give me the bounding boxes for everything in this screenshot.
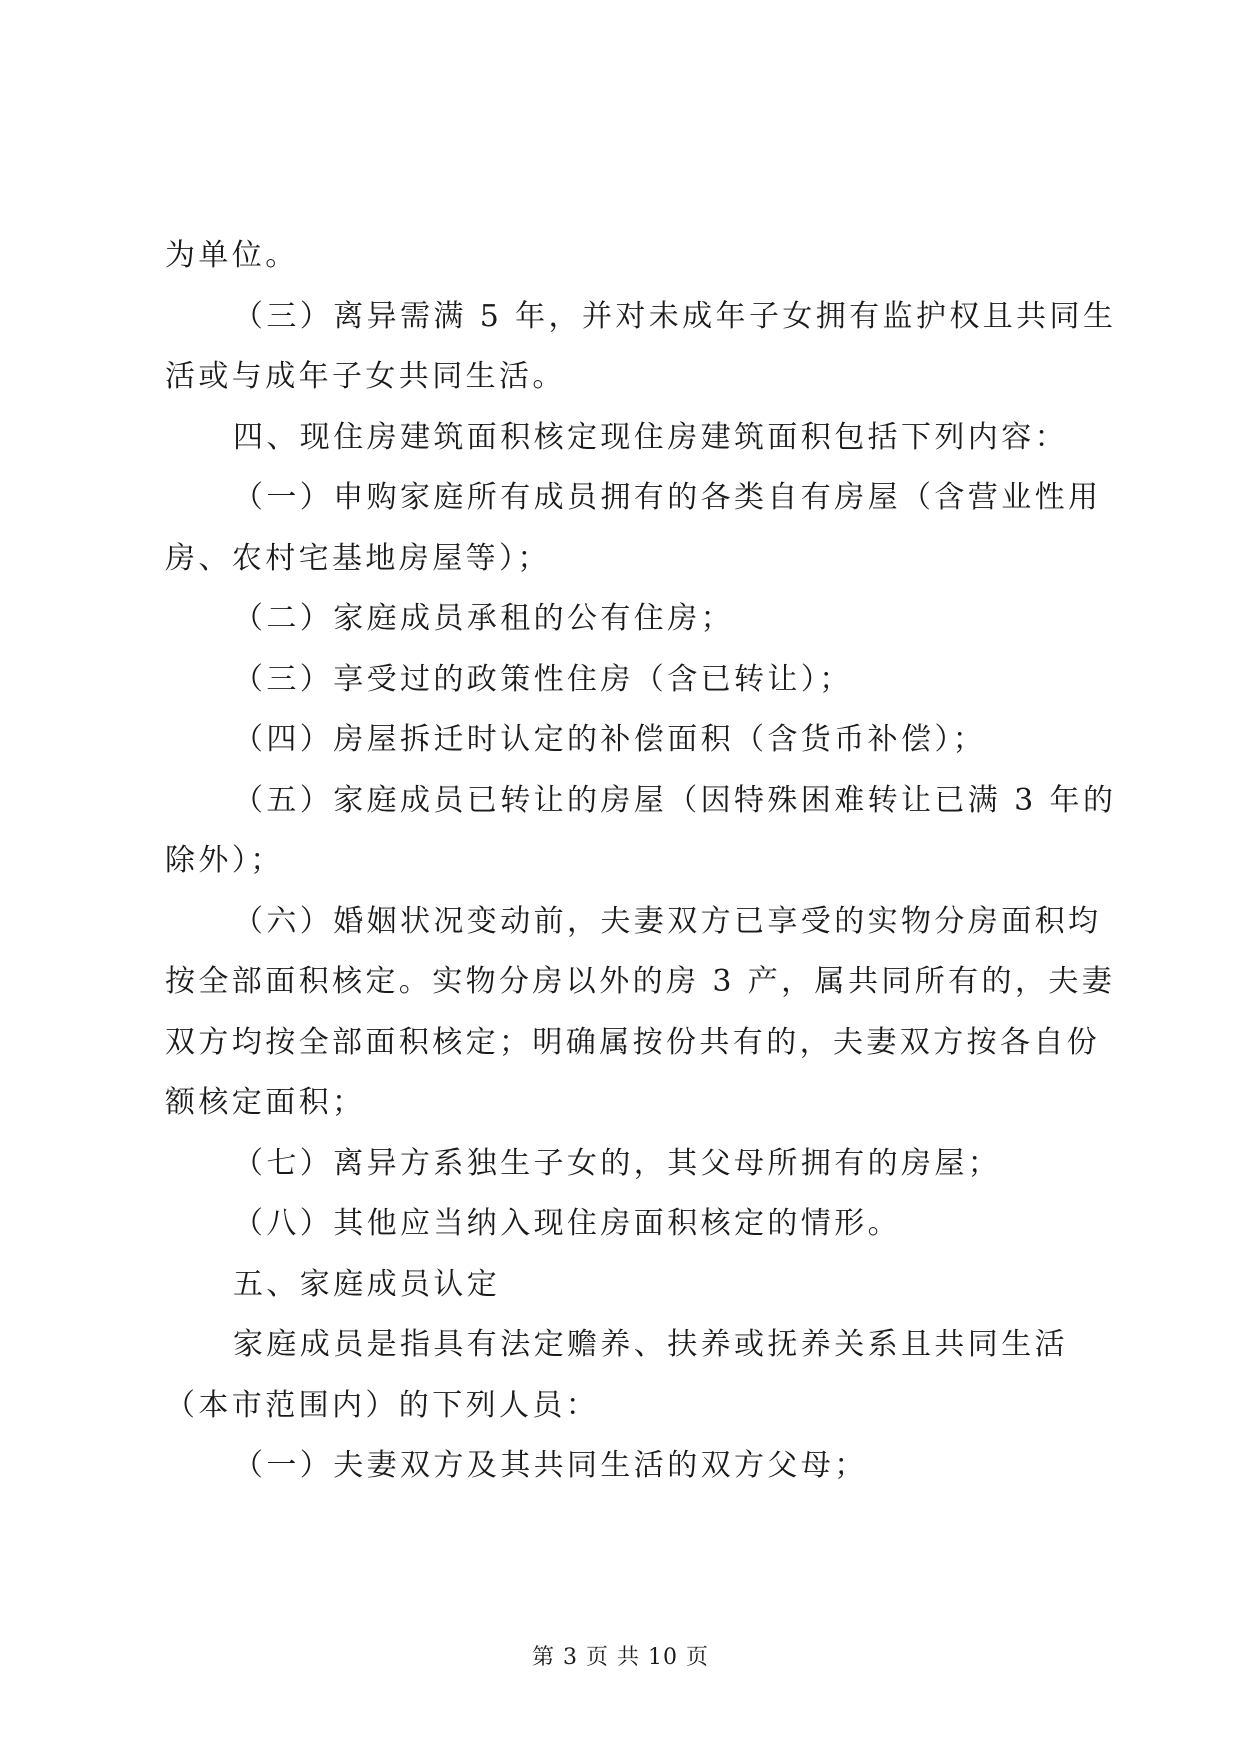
text-line: （六）婚姻状况变动前，夫妻双方已享受的实物分房面积均 bbox=[233, 903, 1102, 939]
text-line: 家庭成员是指具有法定赡养、扶养或抚养关系且共同生活 bbox=[233, 1327, 1068, 1362]
text-line: 额核定面积； bbox=[165, 1085, 366, 1120]
text-line: 双方均按全部面积核定；明确属按份共有的，夫妻双方按各自份 bbox=[165, 1024, 1101, 1060]
text-line: （八）其他应当纳入现住房面积核定的情形。 bbox=[233, 1206, 901, 1241]
text-line: （本市范围内）的下列人员： bbox=[165, 1387, 600, 1423]
text-line: （三）离异需满 5 年，并对未成年子女拥有监护权且共同生 bbox=[233, 298, 1117, 334]
text-line: （五）家庭成员已转让的房屋（因特殊困难转让已满 3 年的 bbox=[233, 782, 1117, 818]
text-line: 为单位。 bbox=[165, 238, 299, 273]
text-line: （三）享受过的政策性住房（含已转让）； bbox=[233, 661, 853, 697]
text-line: （一）申购家庭所有成员拥有的各类自有房屋（含营业性用 bbox=[233, 480, 1102, 515]
page-number: 第 3 页 共 10 页 bbox=[532, 1645, 709, 1670]
text-line: （一）夫妻双方及其共同生活的双方父母； bbox=[233, 1448, 868, 1483]
text-line: （七）离异方系独生子女的，其父母所拥有的房屋； bbox=[233, 1145, 1002, 1181]
text-line: （四）房屋拆迁时认定的补偿面积（含货币补偿）； bbox=[233, 722, 987, 757]
text-line: 四、现住房建筑面积核定现住房建筑面积包括下列内容： bbox=[233, 419, 1068, 455]
text-line: 房、农村宅基地房屋等）； bbox=[165, 540, 551, 576]
text-line: 按全部面积核定。实物分房以外的房 3 产，属共同所有的，夫妻 bbox=[165, 964, 1116, 999]
document-body bbox=[165, 226, 1117, 1497]
text-line: （二）家庭成员承租的公有住房； bbox=[233, 601, 734, 636]
page-footer bbox=[0, 1640, 1241, 1671]
text-line: 活或与成年子女共同生活。 bbox=[165, 359, 566, 394]
text-line: 除外）； bbox=[165, 843, 284, 878]
section-heading: 五、家庭成员认定 bbox=[233, 1266, 501, 1302]
